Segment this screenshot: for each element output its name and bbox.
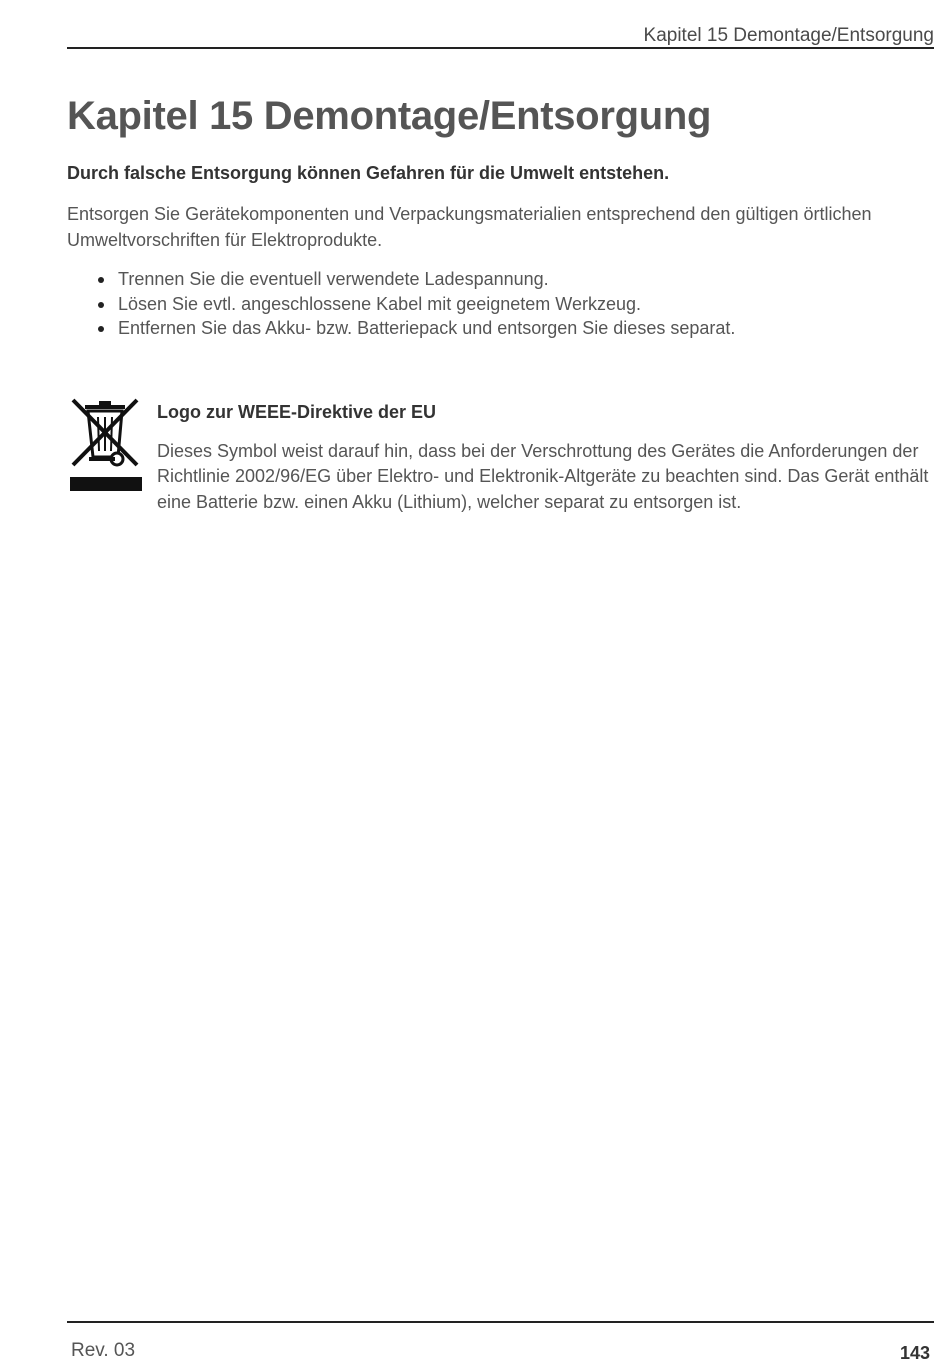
weee-description: Dieses Symbol weist darauf hin, dass bei der Verschrottung des Gerätes die Anforderungen der Richtlinie 2002/96/EG über Elektro- und Elektronik-Altgeräte zu beachten sind. Das Gerät enthält eine Batterie bzw. einen Akku (Lithium), welcher separat zu entsorgen ist.	[157, 441, 929, 512]
warning-text: Durch falsche Entsorgung können Gefahren für die Umwelt entstehen.	[67, 163, 670, 183]
page-title: Kapitel 15 Demontage/Entsorgung	[67, 94, 712, 138]
running-header: Kapitel 15 Demontage/Entsorgung	[643, 25, 934, 46]
list-item: Lösen Sie evtl. angeschlossene Kabel mit geeignetem Werkzeug.	[67, 292, 735, 317]
disposal-steps-list	[67, 267, 735, 341]
revision-label: Rev. 03	[71, 1340, 136, 1361]
intro-paragraph: Entsorgen Sie Gerätekomponenten und Verpackungsmaterialien entsprechend den gültigen örtlichen Umweltvorschriften für Elektroprodukte.	[67, 204, 872, 250]
footer-divider	[67, 1321, 934, 1323]
list-item: Entfernen Sie das Akku- bzw. Batteriepack und entsorgen Sie dieses separat.	[67, 316, 735, 341]
weee-heading: Logo zur WEEE-Direktive der EU	[157, 402, 437, 422]
header-divider	[67, 47, 934, 49]
crossed-out-wheelie-bin-icon	[69, 397, 143, 493]
list-item: Trennen Sie die eventuell verwendete Ladespannung.	[67, 267, 735, 292]
page-number: 143	[899, 1343, 930, 1363]
